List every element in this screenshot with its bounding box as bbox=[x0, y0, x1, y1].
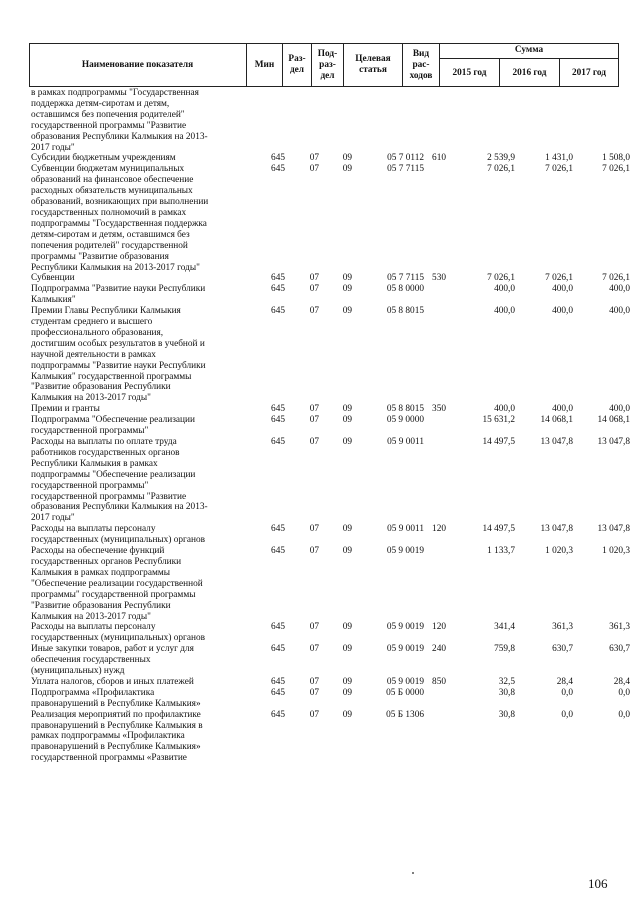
cell-vid bbox=[424, 688, 446, 710]
cell-min: 645 bbox=[271, 415, 285, 426]
table-row bbox=[0, 437, 640, 524]
cell-y2: 400,0 bbox=[552, 284, 573, 295]
header-year-2015: 2015 год bbox=[452, 67, 487, 78]
cell-vid: 850 bbox=[432, 676, 446, 687]
table-row bbox=[0, 644, 640, 677]
cell-y2: 0,0 bbox=[561, 709, 573, 720]
cell-y1: 759,8 bbox=[494, 644, 515, 655]
cell-y1: 400,0 bbox=[494, 404, 515, 415]
cell-y1: 400,0 bbox=[494, 284, 515, 295]
cell-name: Расходы на выплаты персоналу государственных (муниципальных) органов bbox=[31, 524, 205, 546]
cell-vid bbox=[424, 306, 446, 404]
cell-cs: 05 7 7115 bbox=[387, 164, 424, 175]
table-header bbox=[29, 43, 619, 87]
cell-y3: 1 020,3 bbox=[602, 546, 630, 557]
cell-cs: 05 8 0000 bbox=[386, 284, 424, 295]
page-number: 106 bbox=[588, 876, 608, 891]
table-row bbox=[0, 88, 640, 153]
cell-razd: 07 bbox=[309, 524, 319, 535]
cell-vid: 240 bbox=[432, 644, 446, 655]
cell-razd: 07 bbox=[309, 546, 319, 557]
cell-cs: 05 9 0011 bbox=[387, 524, 424, 535]
cell-vid: 530 bbox=[432, 273, 446, 284]
cell-podr: 09 bbox=[342, 622, 352, 633]
cell-min: 645 bbox=[271, 164, 285, 175]
header-summa: Сумма bbox=[514, 45, 544, 55]
cell-min: 645 bbox=[271, 546, 285, 557]
cell-podr: 09 bbox=[342, 546, 352, 557]
cell-podr: 09 bbox=[342, 306, 352, 317]
table-row bbox=[0, 404, 640, 415]
cell-name: Расходы на обеспечение функций государственных органов Республики Калмыкия в рамках подпрограммы "Обеспечение реализации государственной программы" государственной программы "Развитие образования Республики Калмыкия на 2013-2017 годы" bbox=[31, 546, 203, 622]
cell-podr: 09 bbox=[342, 153, 352, 164]
cell-vid bbox=[424, 710, 446, 765]
cell-min bbox=[246, 88, 285, 153]
cell-y3: 13 047,8 bbox=[597, 524, 630, 535]
cell-min: 645 bbox=[271, 273, 285, 284]
cell-razd: 07 bbox=[309, 153, 319, 164]
header-right-border bbox=[618, 43, 619, 87]
cell-y3: 1 508,0 bbox=[602, 153, 630, 164]
cell-y3: 0,0 bbox=[618, 687, 630, 698]
cell-cs: 05 8 8015 bbox=[386, 306, 424, 317]
cell-y3: 400,0 bbox=[609, 284, 630, 295]
cell-razd: 07 bbox=[309, 622, 319, 633]
table-row bbox=[0, 415, 640, 437]
cell-min: 645 bbox=[271, 644, 285, 655]
cell-y1: 32,5 bbox=[498, 676, 515, 687]
header-name: Наименование показателя bbox=[81, 59, 194, 70]
cell-cs: 05 9 0019 bbox=[386, 644, 424, 655]
cell-name: Субсидии бюджетным учреждениям bbox=[31, 153, 176, 164]
cell-y3: 7 026,1 bbox=[602, 164, 630, 175]
cell-vid bbox=[424, 437, 446, 524]
cell-y1: 14 497,5 bbox=[482, 524, 515, 535]
cell-razd: 07 bbox=[309, 676, 319, 687]
cell-cs: 05 Б 0000 bbox=[386, 687, 424, 698]
cell-min: 645 bbox=[271, 524, 285, 535]
cell-podr: 09 bbox=[342, 273, 352, 284]
cell-y2: 630,7 bbox=[552, 644, 573, 655]
cell-razd bbox=[285, 88, 319, 153]
table-row bbox=[0, 284, 640, 306]
cell-name: Премии Главы Республики Калмыкия студентам среднего и высшего профессионального образования, достигшим особых результатов в учебной и научной деятельности в рамках подпрограммы "Развитие науки Республики Калмыкия" государственной программы "Развитие образования Республики Калмыкия на 2013-2017 годы" bbox=[31, 306, 206, 404]
cell-razd: 07 bbox=[309, 404, 319, 415]
table-body bbox=[0, 88, 640, 764]
cell-y1: 14 497,5 bbox=[482, 437, 515, 447]
header-year-2017: 2017 год bbox=[572, 67, 606, 78]
cell-podr bbox=[319, 88, 352, 153]
header-cs: Целевая статья bbox=[355, 54, 391, 75]
table-row bbox=[0, 546, 640, 622]
cell-y2: 13 047,8 bbox=[540, 524, 573, 535]
cell-podr: 09 bbox=[342, 709, 352, 720]
table-row bbox=[0, 524, 640, 546]
cell-name: Подпрограмма "Развитие науки Республики Калмыкия" bbox=[31, 284, 206, 306]
table-row bbox=[0, 153, 640, 164]
cell-min: 645 bbox=[271, 676, 285, 687]
cell-vid: 120 bbox=[432, 622, 446, 633]
cell-podr: 09 bbox=[342, 524, 352, 535]
cell-y2: 361,3 bbox=[552, 622, 573, 633]
header-razdel: Раз- дел bbox=[288, 54, 306, 75]
cell-podr: 09 bbox=[342, 687, 352, 698]
cell-y1: 15 631,2 bbox=[482, 415, 515, 426]
cell-cs: 05 9 0019 bbox=[386, 622, 424, 633]
cell-y3: 13 047,8 bbox=[597, 437, 630, 447]
cell-y2: 7 026,1 bbox=[545, 164, 573, 175]
cell-razd: 07 bbox=[309, 164, 319, 175]
cell-y1: 2 539,9 bbox=[487, 153, 515, 164]
cell-y2: 7 026,1 bbox=[545, 273, 573, 284]
cell-name: Премии и гранты bbox=[31, 404, 100, 415]
scan-dot bbox=[412, 872, 414, 874]
cell-razd: 07 bbox=[309, 306, 319, 317]
cell-razd: 07 bbox=[309, 644, 319, 655]
cell-cs: 05 9 0011 bbox=[387, 437, 424, 447]
cell-cs: 05 7 0112 bbox=[387, 153, 424, 164]
cell-podr: 09 bbox=[342, 404, 352, 415]
header-min: Мин bbox=[254, 59, 275, 70]
cell-cs: 05 9 0019 bbox=[386, 676, 424, 687]
cell-podr: 09 bbox=[342, 284, 352, 295]
cell-name: Субвенции bbox=[31, 273, 75, 284]
cell-y3: 630,7 bbox=[609, 644, 630, 655]
cell-podr: 09 bbox=[342, 415, 352, 426]
cell-name: Подпрограмма «Профилактика правонарушений в Республике Калмыкия» bbox=[31, 687, 201, 709]
cell-vid: 120 bbox=[432, 524, 446, 535]
cell-vid bbox=[424, 284, 446, 306]
cell-y3: 7 026,1 bbox=[602, 273, 630, 284]
cell-min: 645 bbox=[271, 437, 285, 447]
cell-y1: 7 026,1 bbox=[487, 164, 515, 175]
cell-name: Расходы на выплаты по оплате труда работников государственных органов Республики Калмыкия в рамках подпрограммы "Обеспечение реализации государственной программы" государственной программы "Развитие образования Республики Калмыкия на 2013- 2017 годы" bbox=[31, 437, 208, 524]
cell-vid bbox=[424, 546, 446, 622]
cell-cs: 05 7 7115 bbox=[387, 273, 424, 284]
cell-name: Уплата налогов, сборов и иных платежей bbox=[31, 676, 194, 687]
cell-y1: 30,8 bbox=[498, 687, 515, 698]
cell-vid: 350 bbox=[432, 404, 446, 415]
cell-name: Субвенции бюджетам муниципальных образований на финансовое обеспечение расходных обязательств муниципальных образований, возникающих при выполнении государственных полномочий в рамках подпрограммы "Государственная поддержка детям-сиротам и детям, оставшимся без попечения родителей" государственной программы "Развитие образования Республики Калмыкия на 2013-2017 годы" bbox=[31, 164, 209, 273]
cell-min: 645 bbox=[271, 709, 285, 720]
cell-razd: 07 bbox=[309, 709, 319, 720]
cell-min: 645 bbox=[271, 153, 285, 164]
header-vid: Вид рас- ходов bbox=[409, 48, 433, 81]
table-row bbox=[0, 622, 640, 644]
table-row bbox=[0, 677, 640, 688]
cell-razd: 07 bbox=[309, 273, 319, 284]
table-row bbox=[0, 273, 640, 284]
cell-podr: 09 bbox=[342, 437, 352, 447]
cell-razd: 07 bbox=[309, 284, 319, 295]
cell-podr: 09 bbox=[342, 164, 352, 175]
cell-y2: 400,0 bbox=[552, 404, 573, 415]
cell-vid bbox=[424, 164, 446, 273]
cell-y2: 28,4 bbox=[556, 676, 573, 687]
cell-cs: 05 8 8015 bbox=[386, 404, 424, 415]
cell-vid bbox=[424, 415, 446, 437]
cell-y1: 400,0 bbox=[494, 306, 515, 317]
header-year-2016: 2016 год bbox=[512, 67, 547, 78]
cell-y1: 1 133,7 bbox=[487, 546, 515, 557]
cell-min: 645 bbox=[271, 687, 285, 698]
cell-name: Иные закупки товаров, работ и услуг для обеспечения государственных (муниципальных) нужд bbox=[31, 644, 194, 677]
cell-name: Реализация мероприятий по профилактике правонарушений в Республике Калмыкия в рамках подпрограммы «Профилактика правонарушений в Республике Калмыкия» государственной программы «Развитие bbox=[31, 709, 203, 764]
cell-y3: 28,4 bbox=[613, 676, 630, 687]
cell-y1: 30,8 bbox=[498, 709, 515, 720]
cell-vid: 610 bbox=[432, 153, 446, 164]
cell-razd: 07 bbox=[309, 415, 319, 426]
cell-y1 bbox=[446, 88, 515, 153]
cell-razd: 07 bbox=[309, 437, 319, 447]
cell-y3: 361,3 bbox=[609, 622, 630, 633]
cell-y3: 0,0 bbox=[618, 709, 630, 720]
cell-name: Подпрограмма "Обеспечение реализации государственной программы" bbox=[31, 415, 195, 437]
cell-y1: 341,4 bbox=[494, 622, 515, 633]
cell-y3: 14 068,1 bbox=[597, 415, 630, 426]
cell-y2: 0,0 bbox=[561, 687, 573, 698]
cell-y3: 400,0 bbox=[609, 306, 630, 317]
table-row bbox=[0, 306, 640, 404]
cell-cs: 05 9 0000 bbox=[386, 415, 424, 426]
cell-podr: 09 bbox=[342, 644, 352, 655]
cell-y2: 400,0 bbox=[552, 306, 573, 317]
cell-cs: 05 Б 1306 bbox=[386, 709, 424, 720]
cell-y2: 1 020,3 bbox=[545, 546, 573, 557]
cell-y2: 14 068,1 bbox=[540, 415, 573, 426]
cell-podr: 09 bbox=[342, 676, 352, 687]
cell-y3 bbox=[573, 88, 630, 153]
cell-y2: 1 431,0 bbox=[545, 153, 573, 164]
table-row bbox=[0, 688, 640, 710]
cell-cs bbox=[352, 88, 424, 153]
cell-y2: 13 047,8 bbox=[540, 437, 573, 447]
cell-name: в рамках подпрограммы "Государственная поддержка детям-сиротам и детям, оставшимся без попечения родителей" государственной программы "Развитие образования Республики Калмыкия на 2013- 2017 годы" bbox=[31, 88, 208, 153]
cell-name: Расходы на выплаты персоналу государственных (муниципальных) органов bbox=[31, 622, 205, 644]
table-row bbox=[0, 164, 640, 273]
header-podrazdel: Под- раз- дел bbox=[317, 48, 338, 81]
cell-min: 645 bbox=[271, 284, 285, 295]
cell-min: 645 bbox=[271, 306, 285, 317]
cell-y3: 400,0 bbox=[609, 404, 630, 415]
cell-vid bbox=[424, 88, 446, 153]
cell-y1: 7 026,1 bbox=[487, 273, 515, 284]
cell-cs: 05 9 0019 bbox=[386, 546, 424, 557]
cell-min: 645 bbox=[271, 404, 285, 415]
table-row bbox=[0, 710, 640, 765]
cell-razd: 07 bbox=[309, 687, 319, 698]
cell-min: 645 bbox=[271, 622, 285, 633]
cell-y2 bbox=[515, 88, 573, 153]
